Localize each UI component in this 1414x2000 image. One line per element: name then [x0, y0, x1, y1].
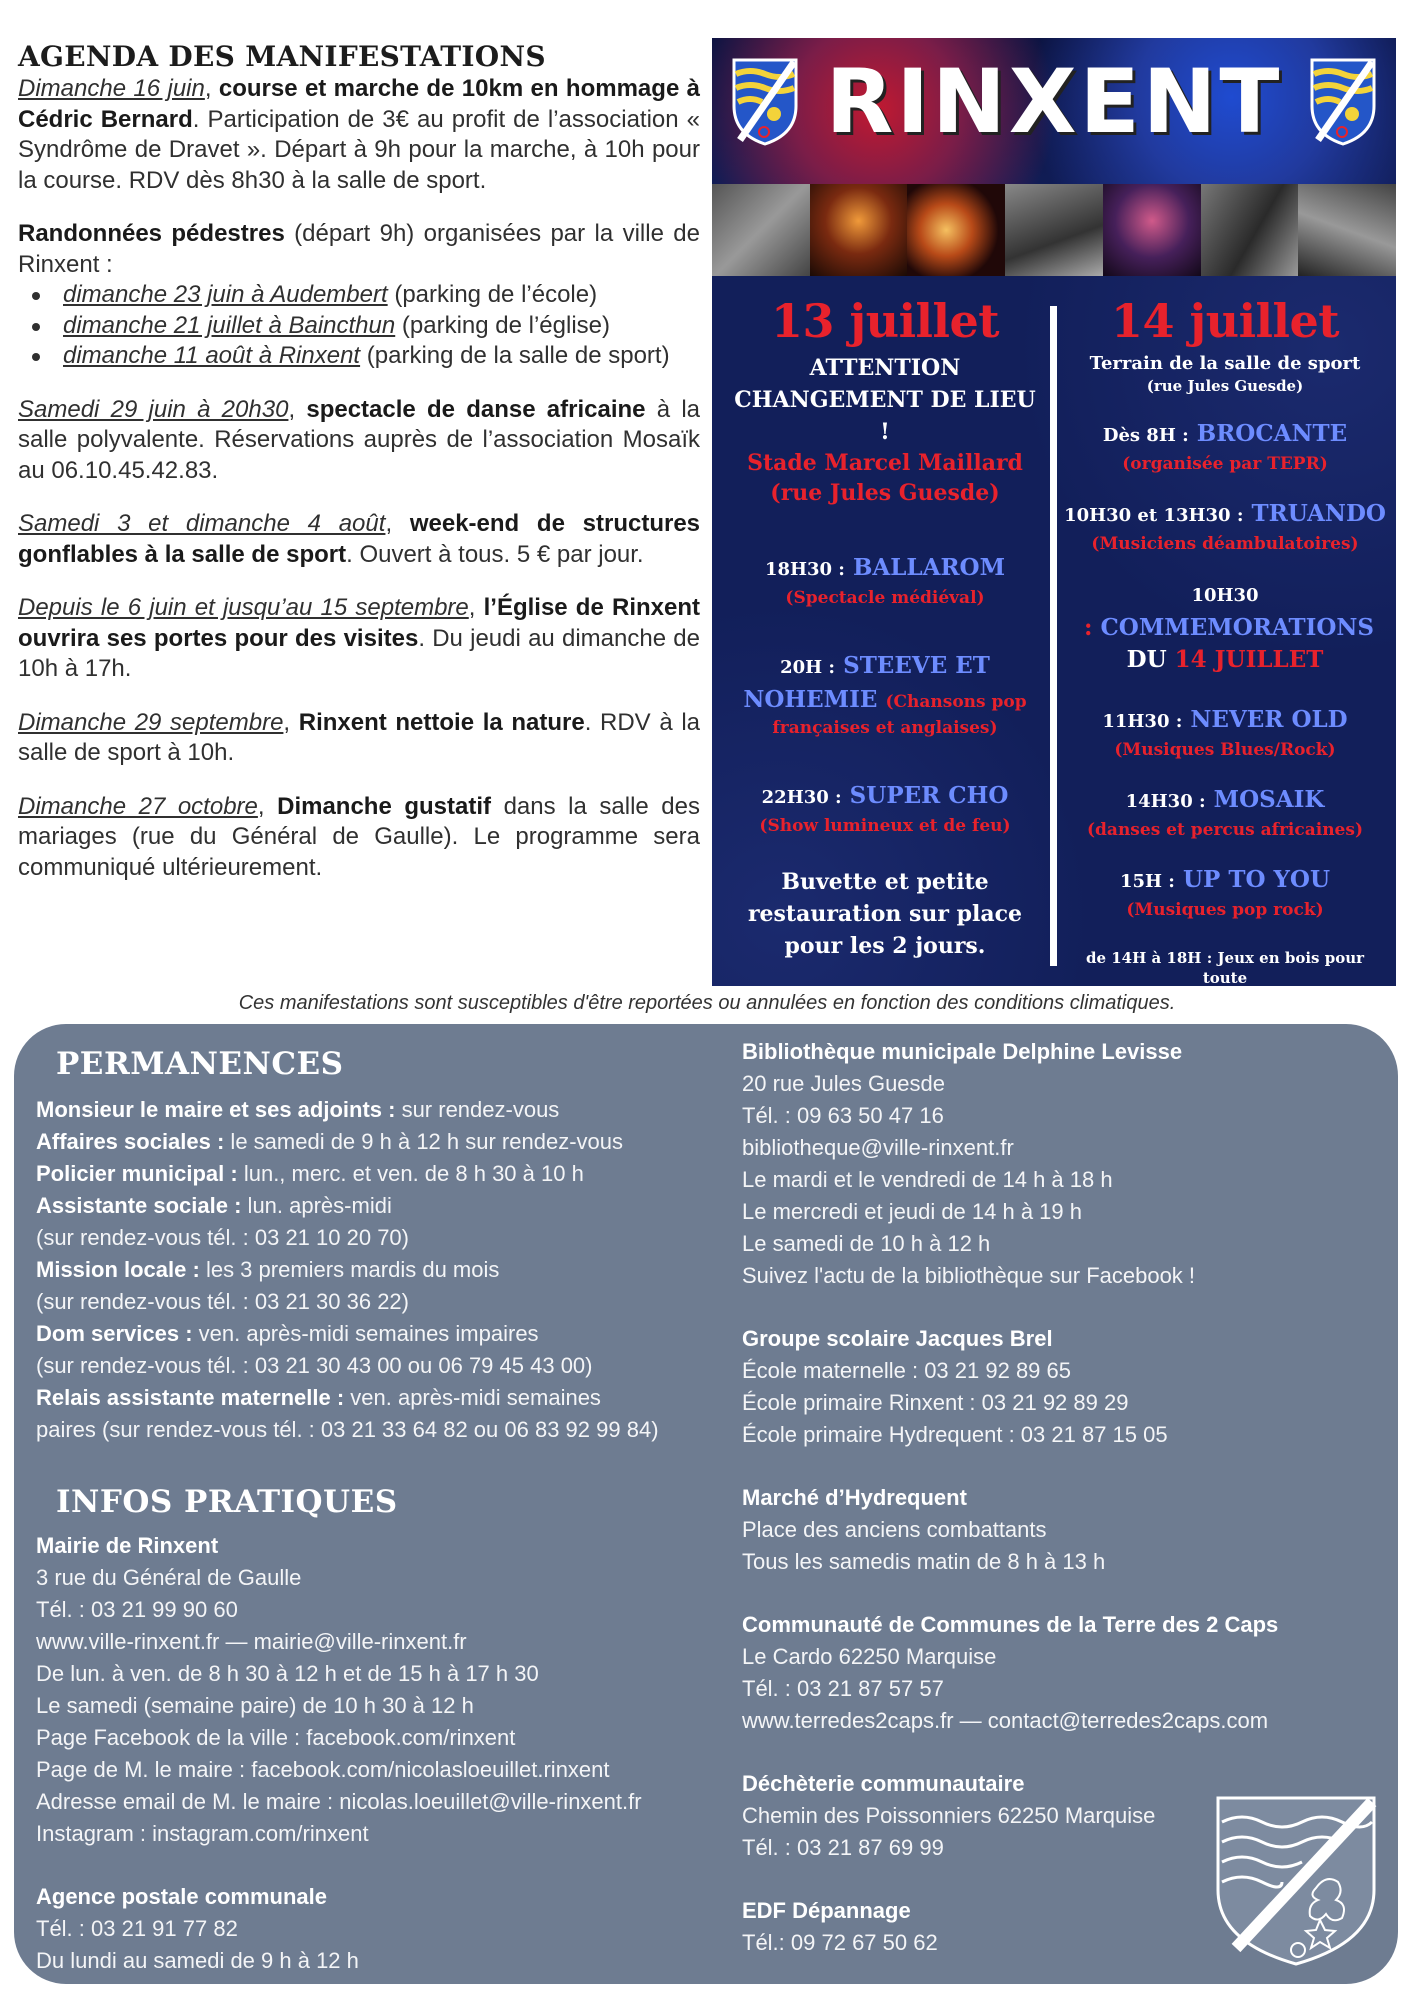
- agenda-title: AGENDA DES MANIFESTATIONS: [18, 40, 546, 73]
- agenda-item: Samedi 3 et dimanche 4 août, week-end de structures gonflables à la salle de sport. Ouvert à tous. 5 € par jour.: [18, 510, 701, 568]
- agenda-event: Randonnées pédestres: [18, 220, 285, 247]
- agenda-item: Samedi 29 juin à 20h30, spectacle de danse africaine à la salle polyvalente. Réservations auprès de l’association Mosaïk au 06.10.45.42.83.: [18, 395, 701, 484]
- buvette-note: Buvette et petite restauration sur place pour les 2 jours.: [747, 869, 1023, 959]
- agenda-item: Dimanche 16 juin, course et marche de 10km en hommage à Cédric Bernard. Participation de 3€ au profit de l’association « Syndrôme de Dravet ». Départ à 9h pour la marche, à 10h pour la course. RDV dès 8h30 à la salle de sport.: [18, 75, 701, 194]
- program-event: 22H30 : SUPER CHO (Show lumineux et de feu): [759, 782, 1011, 836]
- instagram-link[interactable]: Instagram : instagram.com/rinxent: [36, 1821, 369, 1846]
- list-item: dimanche 23 juin à Audembert (parking de l’école): [18, 280, 700, 311]
- program-event: 14H30 : MOSAIK (danses et percus africaines): [1087, 786, 1363, 840]
- agenda-item: Dimanche 27 octobre, Dimanche gustatif dans la salle des mariages (rue du Général de Gaulle). Le programme sera communiqué ultérieurement.: [18, 792, 700, 881]
- facebook-link[interactable]: Page Facebook de la ville : facebook.com/rinxent: [36, 1725, 516, 1750]
- photo: [810, 184, 908, 276]
- agenda-item: Dimanche 29 septembre, Rinxent nettoie la nature. RDV à la salle de sport à 10h.: [18, 708, 700, 766]
- agenda-date: Samedi 3 et dimanche 4 août: [18, 510, 386, 537]
- list-item: dimanche 11 août à Rinxent (parking de la salle de sport): [18, 341, 700, 372]
- infos-title: INFOS PRATIQUES: [56, 1484, 398, 1520]
- agenda-section: [18, 40, 700, 906]
- list-item: dimanche 21 juillet à Baincthun (parking de l’église): [18, 311, 700, 342]
- agenda-item-hikes: Randonnées pédestres (départ 9h) organisées par la ville de Rinxent :: [18, 220, 700, 278]
- website-email-link[interactable]: www.ville-rinxent.fr — mairie@ville-rinxent.fr: [36, 1629, 467, 1654]
- agenda-date: Depuis le 6 juin et jusqu’au 15 septembre: [18, 594, 469, 621]
- photo: [1005, 184, 1103, 276]
- permanence-row: Assistante sociale : lun. après-midi: [36, 1193, 392, 1218]
- agenda-event: Dimanche gustatif: [277, 792, 492, 820]
- poster-title: RINXENT: [825, 50, 1283, 153]
- photo: [1103, 184, 1201, 276]
- festival-poster: [712, 38, 1396, 1007]
- info-block-mairie: Mairie de Rinxent 3 rue du Général de Gaulle Tél. : 03 21 99 90 60 www.ville-rinxent.fr — mairie@ville-rinxent.fr De lun. à ven. de 8 h 30 à 12 h et de 15 h à 17 h 30 Le samedi (semaine paire) de 10 h 30 à 12 h Page Facebook de la ville : facebook.com/rinxent Page de M. le maire : facebook.com/nicolasloeuillet.rinxent Adresse email de M. le maire : nicolas.loeuillet@ville-rinxent.fr Instagram : instagram.com/rinxent: [36, 1530, 736, 1850]
- info-block: Marché d’Hydrequent Place des anciens combattants Tous les samedis matin de 8 h à 13 h: [742, 1485, 1106, 1574]
- info-left-column: PERMANENCES Monsieur le maire et ses adjoints : sur rendez-vous Affaires sociales : le samedi de 9 h à 12 h sur rendez-vous Policier municipal : lun., merc. et ven. de 8 h 30 à 10 h Assistante sociale : lun. après-midi (sur rendez-vous tél. : 03 21 10 20 70) Mission locale : les 3 premiers mardis du mois (sur rendez-vous tél. : 03 21 30 36 22) Dom services : ven. après-midi semaines impaires (sur rendez-vous tél. : 03 21 30 43 00 ou 06 79 45 43 00) Relais assistante maternelle : ven. après-midi semaines paires (sur rendez-vous tél. : 03 21 33 64 82 ou 06 83 92 99 84) INFOS PRATIQUES Mairie de Rinxent 3 rue du Général de Gaulle Tél. : 03 21 99 90 60 www.ville-rinxent.fr — mairie@ville-rinxent.fr De lun. à ven. de 8 h 30 à 12 h et de 15 h à 17 h 30 Le samedi (semaine paire) de 10 h 30 à 12 h Page Facebook de la ville : facebook.com/rinxent Page de M. le maire : facebook.com/nicolasloeuillet.rinxent Adresse email de M. le maire : nicolas.loeuillet@ville-rinxent.fr Instagram : instagram.com/rinxent Agence postale communale Tél. : 03 21 91 77 82 Du lundi au samedi de 9 h à 12 h: [36, 1024, 736, 1977]
- poster-header: [712, 38, 1396, 186]
- program-event: 18H30 : BALLAROM (Spectacle médiéval): [764, 554, 1006, 608]
- info-block-agence: Agence postale communale Tél. : 03 21 91 77 82 Du lundi au samedi de 9 h à 12 h: [36, 1884, 359, 1973]
- photo: [1201, 184, 1299, 276]
- permanence-row: Affaires sociales : le samedi de 9 h à 12 h sur rendez-vous: [36, 1129, 623, 1154]
- program-event: 20H : STEEVE ET NOHEMIE (Chansons pop françaises et anglaises): [743, 652, 1027, 738]
- agenda-date: Dimanche 27 octobre: [18, 792, 258, 820]
- info-block: Déchèterie communautaire Chemin des Poissonniers 62250 Marquise Tél. : 03 21 87 69 99: [742, 1771, 1156, 1860]
- coat-of-arms-icon: [1212, 1792, 1380, 1970]
- program-event: 10H30 et 13H30 : TRUANDO (Musiciens déambulatoires): [1064, 500, 1386, 554]
- photo: [1298, 184, 1396, 276]
- agenda-event: week-end de structures gonflables à la salle de sport: [18, 510, 701, 568]
- info-block: Communauté de Communes de la Terre des 2 Caps Le Cardo 62250 Marquise Tél. : 03 21 87 57 57 www.terredes2caps.fr — contact@terredes2caps.com: [742, 1609, 1262, 1737]
- agenda-date: Samedi 29 juin à 20h30: [18, 395, 289, 423]
- program-13-juillet: 13 juillet ATTENTION CHANGEMENT DE LIEU ! Stade Marcel Maillard (rue Jules Guesde) 18H30 : BALLAROM (Spectacle médiéval) 20H : STEEVE ET NOHEMIE (Chansons pop françaises et anglaises) 22H30 : SUPER CHO (Show lumineux et de feu) Buvette et petite restauration sur place pour les 2 jours.: [726, 294, 1044, 962]
- permanence-row: Policier municipal : lun., merc. et ven. de 8 h 30 à 10 h: [36, 1161, 584, 1186]
- weather-disclaimer: Ces manifestations sont susceptibles d'être reportées ou annulées en fonction des conditions climatiques.: [238, 992, 1176, 1014]
- info-block: Groupe scolaire Jacques Brel École maternelle : 03 21 92 89 65 École primaire Rinxent : 03 21 92 89 29 École primaire Hydrequent : 03 21 87 15 05: [742, 1326, 1168, 1447]
- agenda-event: Rinxent nettoie la nature: [298, 708, 585, 736]
- program-event: 15H : UP TO YOU (Musiques pop rock): [1119, 866, 1330, 920]
- agenda-item: Depuis le 6 juin et jusqu’au 15 septembre, l’Église de Rinxent ouvrira ses portes pour des visites. Du jeudi au dimanche de 10h à 17h.: [18, 594, 700, 682]
- email-link[interactable]: Adresse email de M. le maire : nicolas.loeuillet@ville-rinxent.fr: [36, 1789, 642, 1814]
- photo-strip: [712, 184, 1396, 276]
- email-link[interactable]: bibliotheque@ville-rinxent.fr: [742, 1135, 1014, 1160]
- info-block: Bibliothèque municipale Delphine Levisse 20 rue Jules Guesde Tél. : 09 63 50 47 16 bibliotheque@ville-rinxent.fr Le mardi et le vendredi de 14 h à 18 h Le mercredi et jeudi de 14 h à 19 h Le samedi de 10 h à 12 h Suivez l'actu de la bibliothèque sur Facebook !: [742, 1036, 1262, 1292]
- poster-program: [712, 276, 1396, 1007]
- permanences-title: PERMANENCES: [56, 1046, 344, 1082]
- website-email-link[interactable]: www.terredes2caps.fr — contact@terredes2caps.com: [742, 1708, 1269, 1733]
- agenda-event: course et marche de 10km en hommage à Cédric Bernard: [18, 75, 701, 133]
- day-title: 13 juillet: [770, 294, 1000, 348]
- info-panel: [14, 1024, 1398, 1984]
- permanence-row: Relais assistante maternelle : ven. après-midi semaines: [36, 1385, 601, 1410]
- column-divider: [1050, 306, 1057, 966]
- permanence-row: Dom services : ven. après-midi semaines impaires: [36, 1321, 539, 1346]
- permanence-row: Mission locale : les 3 premiers mardis du mois: [36, 1257, 500, 1282]
- poster-footer: de 14H à 18H : Jeux en bois pour toute la famille.: [1085, 949, 1365, 1007]
- facebook-link[interactable]: Page de M. le maire : facebook.com/nicolasloeuillet.rinxent: [36, 1757, 610, 1782]
- coat-of-arms-icon: [1308, 56, 1378, 148]
- program-event: 11H30 : NEVER OLD (Musiques Blues/Rock): [1102, 706, 1348, 760]
- day-title: 14 juillet: [1110, 294, 1340, 348]
- photo: [712, 184, 810, 276]
- agenda-event: spectacle de danse africaine: [306, 395, 646, 423]
- hikes-list: [18, 280, 700, 372]
- program-14-juillet: 14 juillet Terrain de la salle de sport (rue Jules Guesde) Dès 8H : BROCANTE (organisée par TEPR) 10H30 et 13H30 : TRUANDO (Musiciens déambulatoires) 10H30 : COMMEMORATIONS DU 14 JUILLET 11H30 : NEVER OLD (Musiques Blues/Rock) 14H30 : MOSAIK (danses et percus africaines) 15H : UP TO YOU (Musiques pop rock) de 14H à 18H : Jeux en bois pour toute la famille.: [1064, 294, 1386, 1007]
- photo: [907, 184, 1005, 276]
- info-right-column: [742, 1036, 1279, 1959]
- program-event: 10H30 : COMMEMORATIONS DU 14 JUILLET: [1075, 585, 1375, 673]
- agenda-date: Dimanche 16 juin: [18, 75, 205, 102]
- permanence-row: Monsieur le maire et ses adjoints : sur rendez-vous: [36, 1097, 560, 1122]
- info-block: EDF Dépannage Tél.: 09 72 67 50 62: [742, 1898, 938, 1955]
- agenda-date: Dimanche 29 septembre: [18, 708, 284, 736]
- program-event: Dès 8H : BROCANTE (organisée par TEPR): [1102, 420, 1348, 474]
- agenda-event: l’Église de Rinxent ouvrira ses portes pour des visites: [18, 594, 700, 652]
